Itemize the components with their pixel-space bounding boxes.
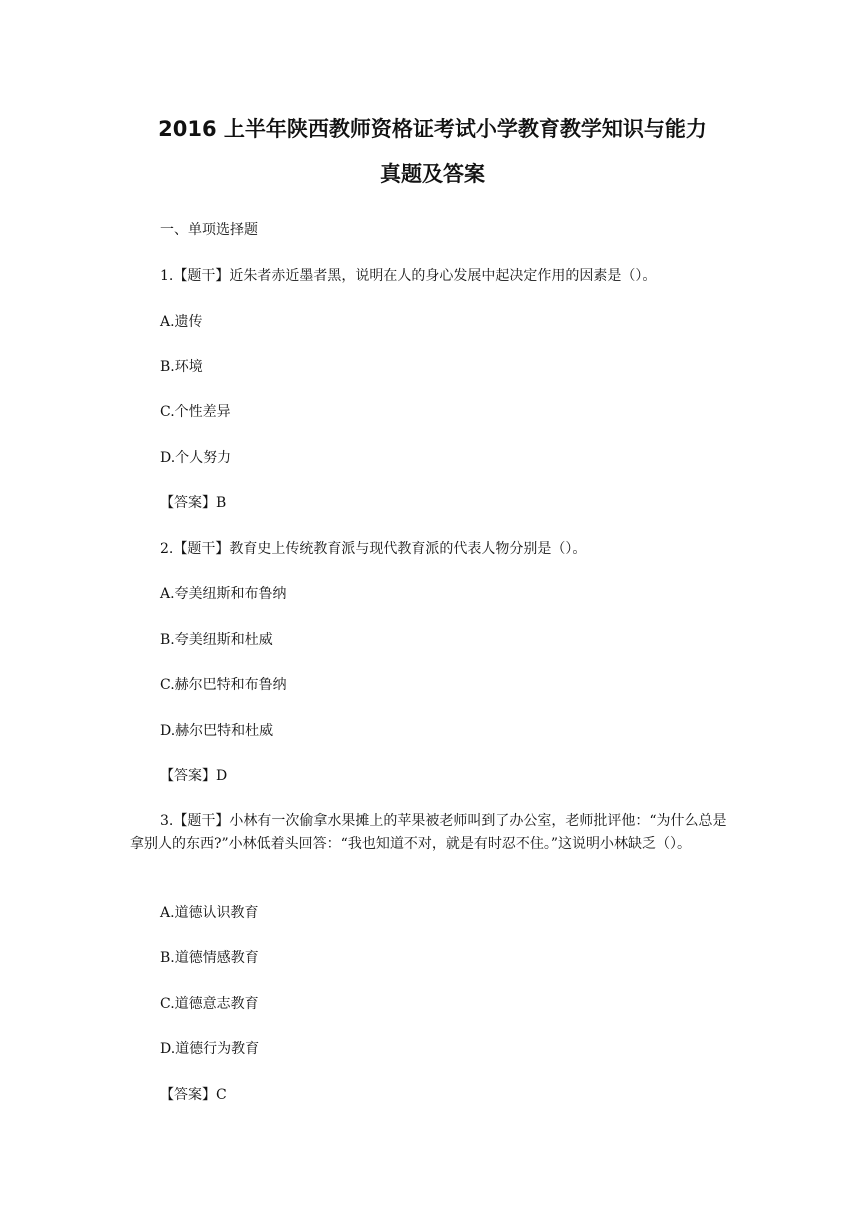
question-1-option-a: A.遗传 [160,314,203,330]
question-1-option-b: B.环境 [160,359,203,375]
question-3-option-c: C.道德意志教育 [160,996,259,1012]
question-2-answer: 【答案】D [160,768,228,784]
question-1-option-d: D.个人努力 [160,450,232,466]
question-1-answer: 【答案】B [160,495,227,511]
document-title-line-1: 2016 上半年陕西教师资格证考试小学教育教学知识与能力 [158,117,707,141]
question-2-stem: 2.【题干】教育史上传统教育派与现代教育派的代表人物分别是（）。 [160,541,587,557]
question-3-stem: 3.【题干】小林有一次偷拿水果摊上的苹果被老师叫到了办公室，老师批评他：“为什么总是拿别人的东西?”小林低着头回答：“我也知道不对，就是有时忍不住。”这说明小林缺乏（）。 [130,813,727,852]
question-3-option-a: A.道德认识教育 [160,905,259,921]
document-title-line-2: 真题及答案 [380,162,485,186]
question-1-stem: 1.【题干】近朱者赤近墨者黑，说明在人的身心发展中起决定作用的因素是（）。 [160,268,657,284]
section-heading: 一、单项选择题 [160,222,258,238]
question-2-option-b: B.夸美纽斯和杜威 [160,632,273,648]
question-1-option-c: C.个性差异 [160,404,231,420]
question-3-option-d: D.道德行为教育 [160,1041,260,1057]
question-3-answer: 【答案】C [160,1087,227,1103]
question-2-option-c: C.赫尔巴特和布鲁纳 [160,677,287,693]
question-2-option-a: A.夸美纽斯和布鲁纳 [160,586,287,602]
question-2-option-d: D.赫尔巴特和杜威 [160,723,274,739]
question-3-option-b: B.道德情感教育 [160,950,259,966]
